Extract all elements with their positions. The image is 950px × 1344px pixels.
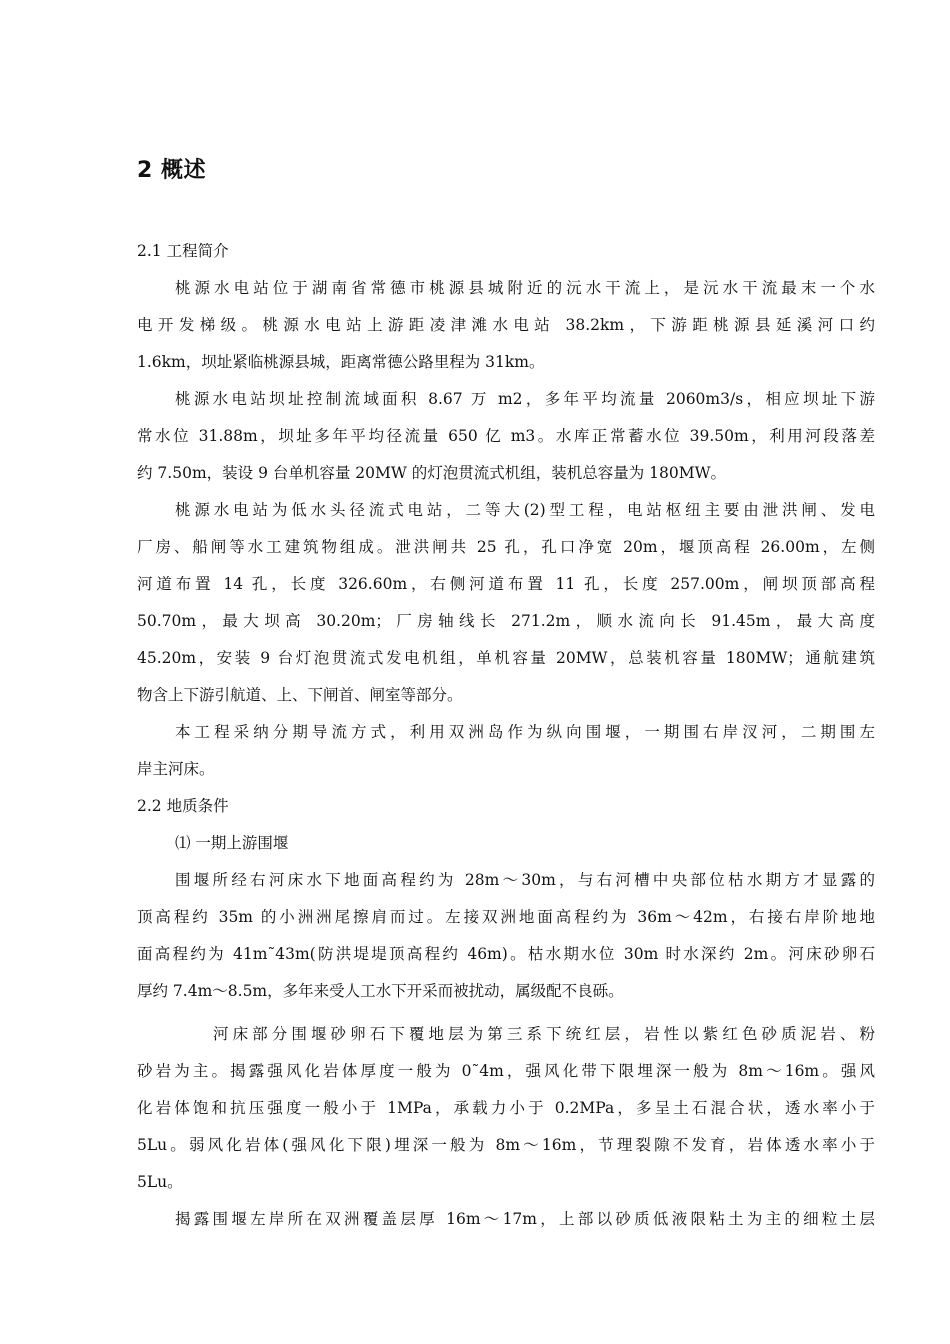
subsection-heading: ⑴ 一期上游围堰 bbox=[175, 834, 289, 852]
paragraph-line: 厚约 7.4m～8.5m，多年来受人工水下开采而被扰动，属级配不良砾。 bbox=[137, 982, 624, 1000]
paragraph-line: 本工程采纳分期导流方式，利用双洲岛作为纵向围堰，一期围右岸汊河，二期围左 bbox=[175, 723, 875, 741]
chapter-title: 2 概述 bbox=[137, 158, 206, 183]
section-heading-2-2: 2.2 地质条件 bbox=[137, 797, 229, 815]
paragraph-line: 50.70m，最大坝高 30.20m；厂房轴线长 271.2m，顺水流向长 91.45m，最大高度 bbox=[137, 612, 875, 630]
section-heading-2-1: 2.1 工程简介 bbox=[137, 242, 229, 260]
paragraph-line: 45.20m，安装 9 台灯泡贯流式发电机组，单机容量 20MW，总装机容量 180MW；通航建筑 bbox=[137, 649, 875, 667]
paragraph-line: 围堰所经右河床水下地面高程约为 28m～30m，与右河槽中央部位枯水期方才显露的 bbox=[175, 871, 875, 889]
paragraph-line: 常水位 31.88m，坝址多年平均径流量 650 亿 m3。水库正常蓄水位 39.50m，利用河段落差 bbox=[137, 427, 875, 445]
paragraph-line: 5Lu。 bbox=[137, 1173, 183, 1191]
paragraph-line: 化岩体饱和抗压强度一般小于 1MPa，承载力小于 0.2MPa，多呈土石混合状，透水率小于 bbox=[137, 1099, 875, 1117]
paragraph-line: 桃源水电站为低水头径流式电站，二等大(2)型工程，电站枢纽主要由泄洪闸、发电 bbox=[175, 501, 875, 519]
paragraph-line: 桃源水电站位于湖南省常德市桃源县城附近的沅水干流上，是沅水干流最末一个水 bbox=[175, 279, 875, 297]
paragraph-line: 物含上下游引航道、上、下闸首、闸室等部分。 bbox=[137, 686, 463, 704]
paragraph-line: 电开发梯级。桃源水电站上游距凌津滩水电站 38.2km，下游距桃源县延溪河口约 bbox=[137, 316, 875, 334]
paragraph-line: 5Lu。弱风化岩体(强风化下限)埋深一般为 8m～16m，节理裂隙不发育，岩体透水率小于 bbox=[137, 1136, 875, 1154]
paragraph-line: 面高程约为 41m˜43m(防洪堤堤顶高程约 46m)。枯水期水位 30m 时水深约 2m。河床砂卵石 bbox=[137, 945, 875, 963]
paragraph-line: 桃源水电站坝址控制流域面积 8.67 万 m2，多年平均流量 2060m3/s，相应坝址下游 bbox=[175, 390, 875, 408]
paragraph-line: 河道布置 14 孔，长度 326.60m，右侧河道布置 11 孔，长度 257.00m，闸坝顶部高程 bbox=[137, 575, 875, 593]
paragraph-line: 厂房、船闸等水工建筑物组成。泄洪闸共 25 孔，孔口净宽 20m，堰顶高程 26.00m，左侧 bbox=[137, 538, 875, 556]
document-body bbox=[137, 233, 875, 1238]
paragraph-line: 岸主河床。 bbox=[137, 760, 215, 778]
paragraph-line: 1.6km，坝址紧临桃源县城，距离常德公路里程为 31km。 bbox=[137, 353, 545, 371]
paragraph-line: 河床部分围堰砂卵石下覆地层为第三系下统红层，岩性以紫红色砂质泥岩、粉 bbox=[213, 1025, 875, 1043]
paragraph-line: 约 7.50m，装设 9 台单机容量 20MW 的灯泡贯流式机组，装机总容量为 180MW。 bbox=[137, 464, 727, 482]
paragraph-line: 揭露围堰左岸所在双洲覆盖层厚 16m～17m，上部以砂质低液限粘土为主的细粒土层 bbox=[175, 1210, 875, 1228]
paragraph-line: 砂岩为主。揭露强风化岩体厚度一般为 0˜4m，强风化带下限埋深一般为 8m～16m。强风 bbox=[137, 1062, 875, 1080]
paragraph-line: 顶高程约 35m 的小洲洲尾擦肩而过。左接双洲地面高程约为 36m～42m，右接右岸阶地地 bbox=[137, 908, 875, 926]
